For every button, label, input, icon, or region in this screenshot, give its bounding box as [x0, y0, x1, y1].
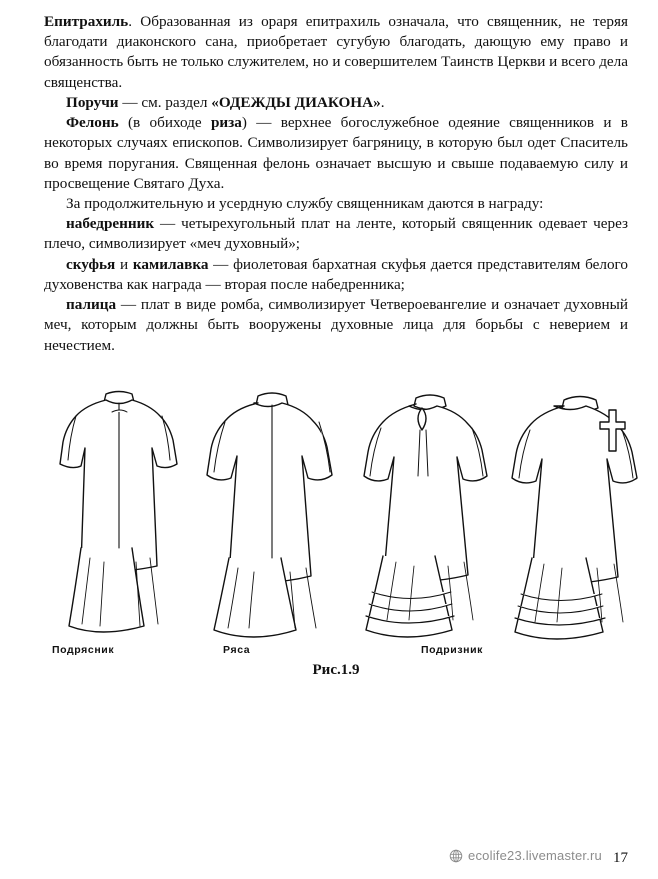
paragraph-poruchi-tail: .: [380, 93, 385, 111]
illustration-podryasnik: [44, 386, 194, 641]
paragraph-felon-text2: ) — верхнее богослужебное одеяние священников и в некоторых случаях епископов. Символизирует багряницу, в которую был одет Спаситель во время поругания. Священная фелонь означает высшую и свыше подаваемую силу и просвещение Святаго Духа.: [44, 114, 628, 192]
illustration-ryasa: [194, 386, 349, 641]
paragraph-palica: [44, 295, 628, 356]
paragraph-poruchi-text: — см. раздел: [118, 93, 212, 111]
paragraph-nagrada-text: За продолжительную и усердную службу священникам даются в награду:: [66, 194, 544, 212]
term-epitrahil: Епитрахиль: [44, 13, 129, 30]
watermark: [449, 848, 602, 863]
paragraph-nabedrennik: [44, 214, 628, 254]
term-poruchi: Поручи: [66, 93, 119, 111]
figure-1-9: [44, 386, 628, 686]
figure-illustrations: [44, 386, 628, 656]
term-palica: палица: [66, 296, 117, 314]
figure-label-podriznik: Подризник: [421, 643, 484, 656]
paragraph-felon-text: (в обиходе: [118, 114, 211, 132]
paragraph-skufya: [44, 255, 628, 295]
term-nabedrennik: набедренник: [66, 215, 155, 233]
watermark-text: ecolife23.livemaster.ru: [468, 848, 602, 863]
paragraph-palica-text: — плат в виде ромба, символизирует Четвероевангелие и означает духовный меч, которым должны быть вооружены духовные лица для борьбы с неверием и нечестием.: [44, 296, 628, 354]
paragraph-skufya-text2: — фиолетовая бархатная скуфья дается представителям белого духовенства как награда — вторая после набедренника;: [44, 255, 628, 293]
paragraph-epitrahil-text: . Образованная из ораря епитрахиль означала, что священник, не теряя благодати диаконского сана, приобретает сугубую благодать, дающую ему право и обязанность быть не только служителем, но и совершителем Таинств Церкви и всего дела священства.: [44, 13, 628, 91]
figure-label-podryasnik: Подрясник: [52, 643, 115, 656]
globe-icon: [449, 849, 463, 863]
paragraph-felon: [44, 113, 628, 194]
reference-odezhdy-diakona: «ОДЕЖДЫ ДИАКОНА»: [211, 93, 381, 111]
illustration-podriznik-back: [502, 386, 657, 641]
paragraph-nabedrennik-text: — четырехугольный плат на ленте, который священник одевает через плечо, символизирует «меч духовный»;: [44, 215, 628, 253]
term-riza: риза: [210, 114, 242, 132]
article-body: [44, 12, 628, 356]
paragraph-skufya-text: и: [115, 255, 133, 273]
term-felon: Фелонь: [66, 114, 119, 132]
term-skufya: скуфья: [66, 255, 116, 273]
term-kamilavka: камилавка: [132, 255, 209, 273]
page-number: 17: [613, 850, 628, 866]
paragraph-nagrada: [44, 194, 628, 214]
paragraph-poruchi: [44, 93, 628, 113]
paragraph-epitrahil: [44, 12, 628, 93]
figure-caption: Рис.1.9: [312, 661, 360, 678]
figure-label-ryasa: Ряса: [223, 643, 251, 656]
illustration-podriznik-front: [354, 386, 504, 641]
